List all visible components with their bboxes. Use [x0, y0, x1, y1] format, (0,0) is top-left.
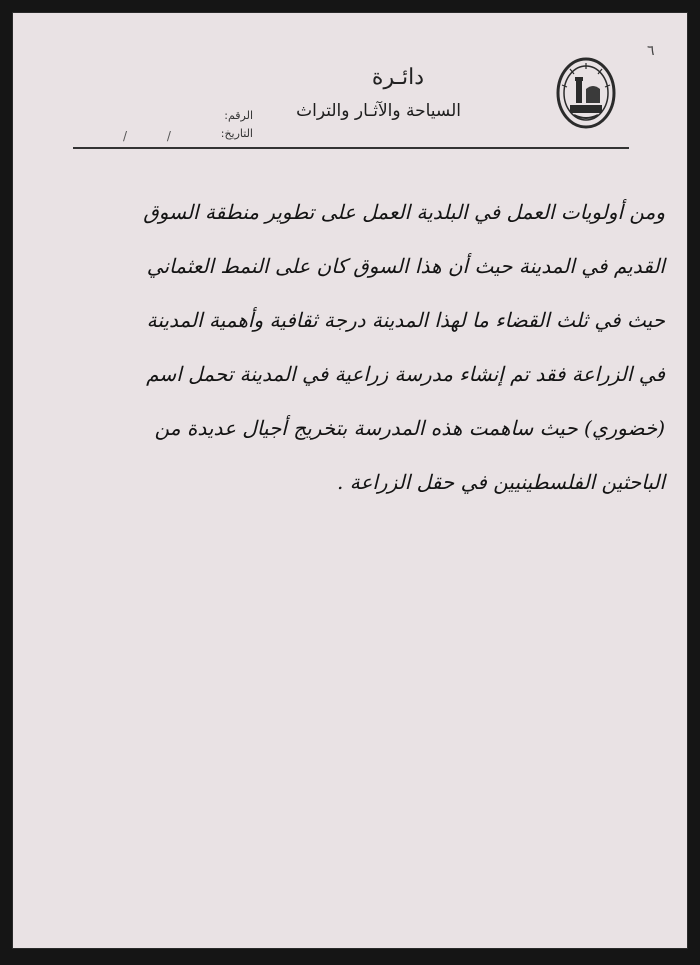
municipality-seal-icon: [556, 57, 616, 129]
letterhead-divider: [73, 147, 629, 149]
date-slashes: / /: [123, 129, 189, 143]
letter-line: في الزراعة فقد تم إنشاء مدرسة زراعية في المدينة تحمل اسم: [146, 362, 665, 386]
department-title: دائـرة: [371, 65, 425, 90]
letter-page: [13, 13, 687, 948]
letter-line: الباحثين الفلسطينيين في حقل الزراعة .: [337, 470, 665, 494]
letter-line: القديم في المدينة حيث أن هذا السوق كان على النمط العثماني: [146, 254, 665, 278]
letter-line: ومن أولويات العمل في البلدية العمل على تطوير منطقة السوق: [143, 200, 665, 224]
letter-line: حيث في ثلث القضاء ما لهذا المدينة درجة ثقافية وأهمية المدينة: [146, 308, 665, 332]
letter-line: (خضوري) حيث ساهمت هذه المدرسة بتخريج أجيال عديدة من: [154, 416, 665, 440]
number-label: الرقم:: [224, 109, 253, 122]
department-subtitle: السياحة والآثـار والتراث: [296, 101, 461, 121]
date-label: التاريخ:: [220, 127, 253, 140]
page-corner-mark: ٦: [647, 43, 655, 59]
handwritten-letter-body: [45, 185, 665, 509]
